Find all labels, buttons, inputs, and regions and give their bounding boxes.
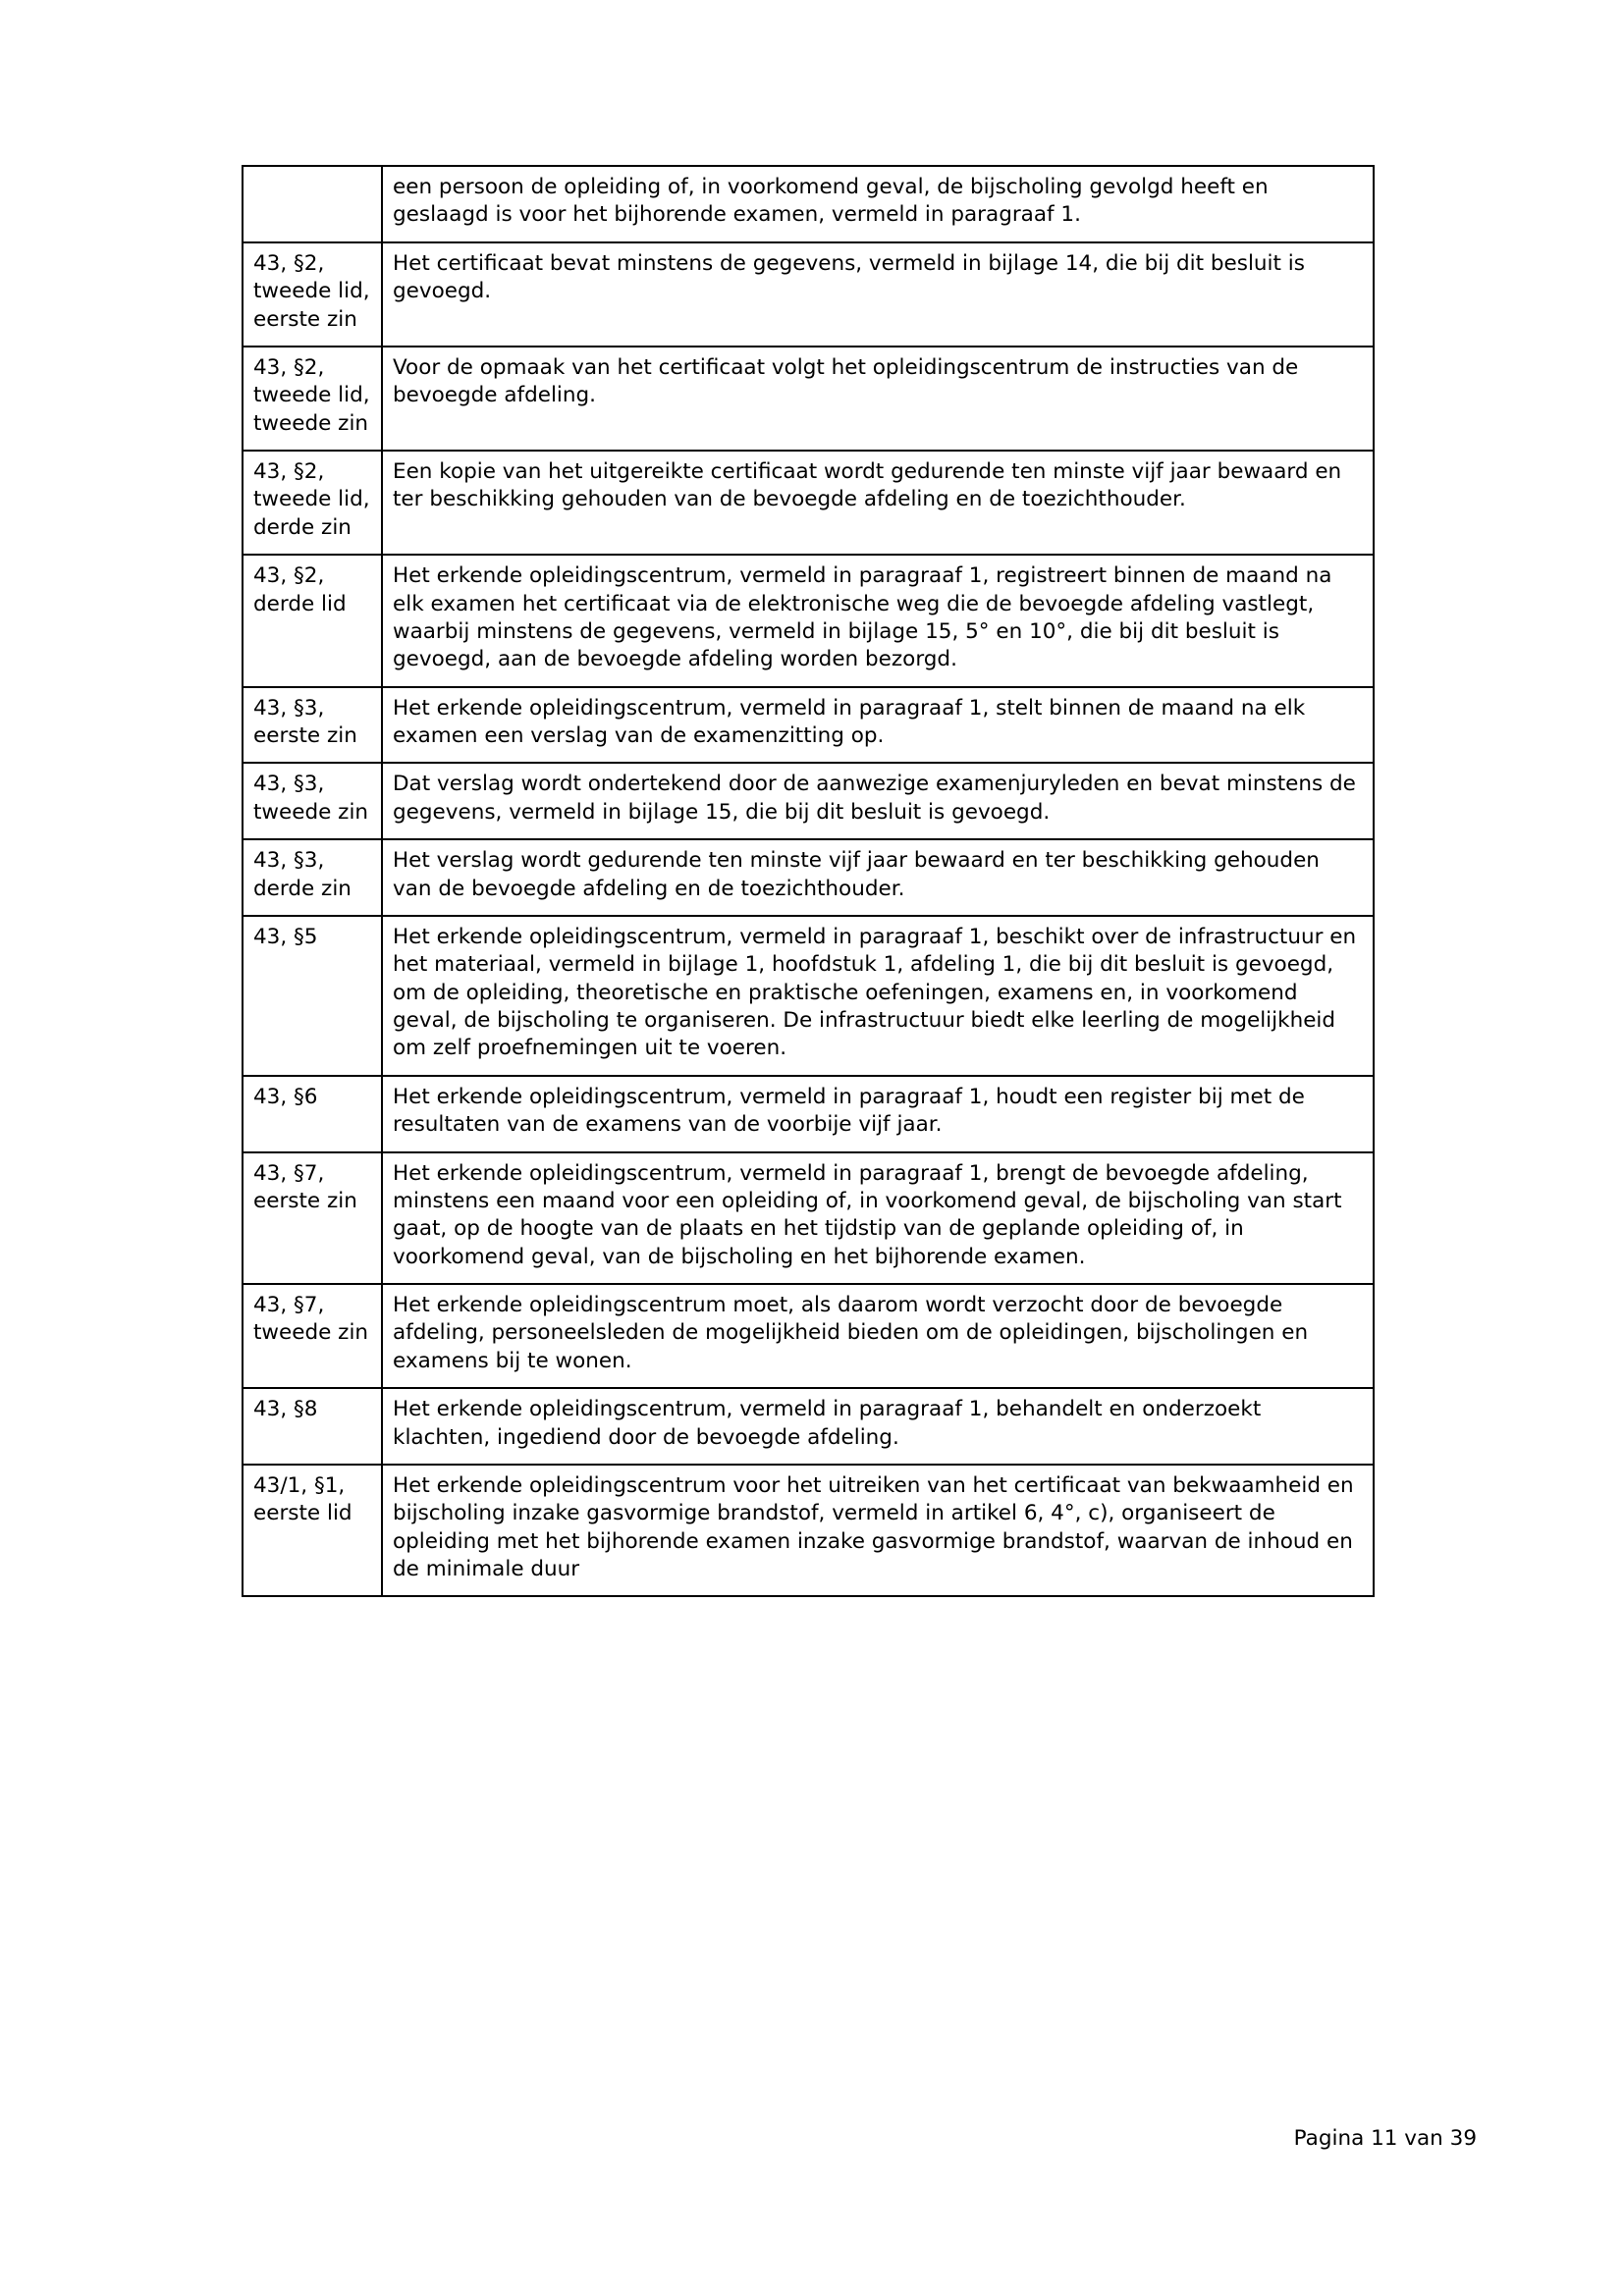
table-row bbox=[243, 1388, 1374, 1465]
table-row bbox=[243, 166, 1374, 242]
table-row bbox=[243, 1076, 1374, 1152]
table-cell-text: Dat verslag wordt ondertekend door de aanwezige examenjuryleden en bevat minstens de gegevens, vermeld in bijlage 15, die bij dit besluit is gevoegd. bbox=[382, 763, 1374, 839]
table-row bbox=[243, 451, 1374, 555]
table-cell-text: Het erkende opleidingscentrum voor het uitreiken van het certificaat van bekwaamheid en bijscholing inzake gasvormige brandstof, vermeld in artikel 6, 4°, c), organiseert de opleiding met het bijhorende examen inzake gasvormige brandstof, waarvan de inhoud en de minimale duur bbox=[382, 1465, 1374, 1597]
regulation-table bbox=[242, 165, 1375, 1597]
table-cell-text: Het erkende opleidingscentrum, vermeld in paragraaf 1, stelt binnen de maand na elk examen een verslag van de examenzitting op. bbox=[382, 687, 1374, 764]
table-cell-reference: 43, §3, eerste zin bbox=[243, 687, 382, 764]
table-cell-reference: 43, §3, derde zin bbox=[243, 839, 382, 916]
table-row bbox=[243, 687, 1374, 764]
table-cell-reference: 43, §7, tweede zin bbox=[243, 1284, 382, 1388]
table-cell-reference: 43, §6 bbox=[243, 1076, 382, 1152]
table-cell-reference: 43, §3, tweede zin bbox=[243, 763, 382, 839]
table-cell-text: Het erkende opleidingscentrum, vermeld in paragraaf 1, behandelt en onderzoekt klachten, ingediend door de bevoegde afdeling. bbox=[382, 1388, 1374, 1465]
table-cell-text: Het erkende opleidingscentrum, vermeld in paragraaf 1, brengt de bevoegde afdeling, minstens een maand voor een opleiding of, in voorkomend geval, de bijscholing van start gaat, op de hoogte van de plaats en het tijdstip van de geplande opleiding of, in voorkomend geval, van de bijscholing en het bijhorende examen. bbox=[382, 1152, 1374, 1285]
table-cell-reference: 43, §2, tweede lid, derde zin bbox=[243, 451, 382, 555]
table-cell-reference bbox=[243, 166, 382, 242]
table-row bbox=[243, 555, 1374, 687]
table-body bbox=[243, 166, 1374, 1596]
table-row bbox=[243, 1152, 1374, 1285]
table-row bbox=[243, 839, 1374, 916]
table-row bbox=[243, 347, 1374, 451]
table-cell-reference: 43, §7, eerste zin bbox=[243, 1152, 382, 1285]
page-footer: Pagina 11 van 39 bbox=[1293, 2126, 1477, 2151]
table-cell-text: Het erkende opleidingscentrum, vermeld in paragraaf 1, registreert binnen de maand na elk examen het certificaat via de elektronische weg die de bevoegde afdeling vastlegt, waarbij minstens de gegevens, vermeld in bijlage 15, 5° en 10°, die bij dit besluit is gevoegd, aan de bevoegde afdeling worden bezorgd. bbox=[382, 555, 1374, 687]
table-cell-text: Het erkende opleidingscentrum, vermeld in paragraaf 1, beschikt over de infrastructuur en het materiaal, vermeld in bijlage 1, hoofdstuk 1, afdeling 1, die bij dit besluit is gevoegd, om de opleiding, theoretische en praktische oefeningen, examens en, in voorkomend geval, de bijscholing te organiseren. De infrastructuur biedt elke leerling de mogelijkheid om zelf proefnemingen uit te voeren. bbox=[382, 916, 1374, 1076]
table-cell-reference: 43/1, §1, eerste lid bbox=[243, 1465, 382, 1597]
table-cell-text: Het certificaat bevat minstens de gegevens, vermeld in bijlage 14, die bij dit besluit is gevoegd. bbox=[382, 242, 1374, 347]
table-row bbox=[243, 1465, 1374, 1597]
table-cell-reference: 43, §8 bbox=[243, 1388, 382, 1465]
table-row bbox=[243, 1284, 1374, 1388]
table-cell-text: Het erkende opleidingscentrum, vermeld in paragraaf 1, houdt een register bij met de resultaten van de examens van de voorbije vijf jaar. bbox=[382, 1076, 1374, 1152]
table-cell-reference: 43, §2, tweede lid, eerste zin bbox=[243, 242, 382, 347]
table-row bbox=[243, 242, 1374, 347]
table-row bbox=[243, 763, 1374, 839]
table-cell-text: Het verslag wordt gedurende ten minste vijf jaar bewaard en ter beschikking gehouden van de bevoegde afdeling en de toezichthouder. bbox=[382, 839, 1374, 916]
table-cell-reference: 43, §2, derde lid bbox=[243, 555, 382, 687]
table-cell-reference: 43, §2, tweede lid, tweede zin bbox=[243, 347, 382, 451]
table-row bbox=[243, 916, 1374, 1076]
table-cell-text: een persoon de opleiding of, in voorkomend geval, de bijscholing gevolgd heeft en geslaagd is voor het bijhorende examen, vermeld in paragraaf 1. bbox=[382, 166, 1374, 242]
table-cell-text: Voor de opmaak van het certificaat volgt het opleidingscentrum de instructies van de bevoegde afdeling. bbox=[382, 347, 1374, 451]
table-cell-text: Het erkende opleidingscentrum moet, als daarom wordt verzocht door de bevoegde afdeling, personeelsleden de mogelijkheid bieden om de opleidingen, bijscholingen en examens bij te wonen. bbox=[382, 1284, 1374, 1388]
table-cell-text: Een kopie van het uitgereikte certificaat wordt gedurende ten minste vijf jaar bewaard en ter beschikking gehouden van de bevoegde afdeling en de toezichthouder. bbox=[382, 451, 1374, 555]
table-cell-reference: 43, §5 bbox=[243, 916, 382, 1076]
